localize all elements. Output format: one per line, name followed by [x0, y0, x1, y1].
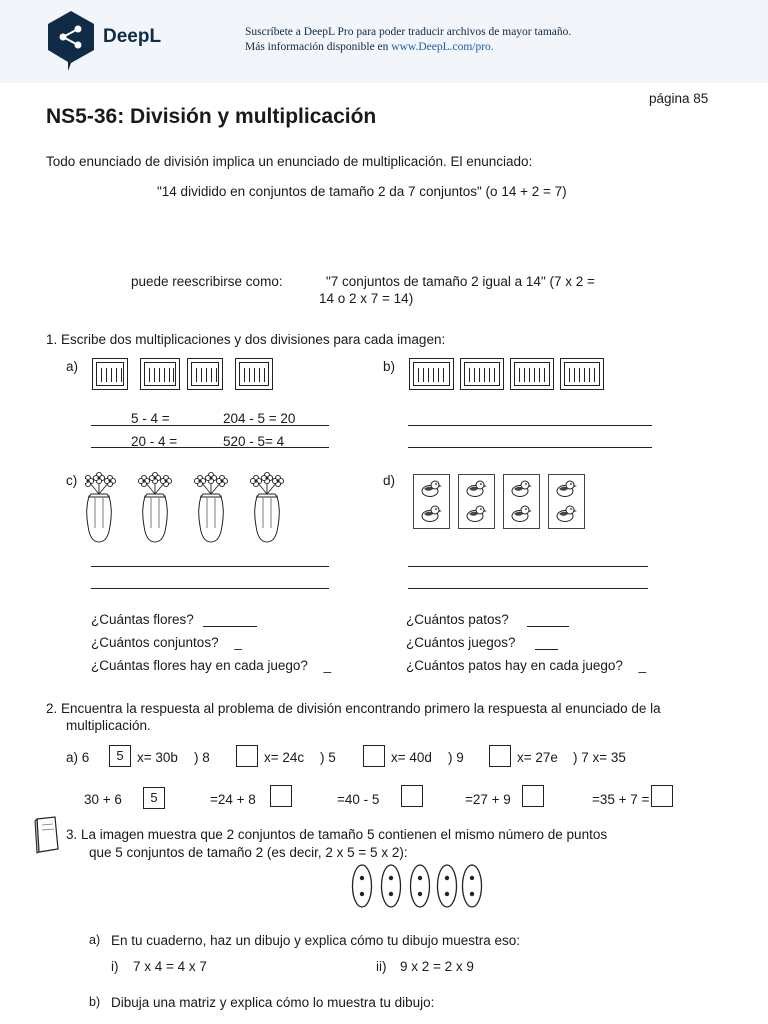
set-of-sticks: [235, 358, 273, 390]
dot: [445, 876, 449, 880]
answer-line[interactable]: [91, 447, 329, 448]
answer-box[interactable]: [236, 745, 258, 767]
dot: [470, 892, 474, 896]
q2-row1-e-label: ) 7 x= 35: [573, 750, 626, 765]
q3-line-1: 3. La imagen muestra que 2 conjuntos de tamaño 5 contienen el mismo número de puntos: [66, 827, 608, 842]
deepl-logo-icon: [46, 10, 96, 72]
q2-row2-a: 30 + 6: [84, 792, 122, 807]
answer-box[interactable]: [270, 785, 292, 807]
q3-a-ii-label: ii): [376, 959, 387, 974]
answer-box[interactable]: [522, 785, 544, 807]
deepl-logo-text[interactable]: DeepL: [103, 26, 162, 47]
answer-blank[interactable]: [203, 626, 257, 627]
answer-box[interactable]: [401, 785, 423, 807]
q1-a-answer-1: 5 - 4 =: [131, 411, 170, 426]
q2-row1-d-eq: x= 27e: [517, 750, 558, 765]
set-of-sticks: [560, 358, 604, 390]
rewrite-statement-a: "7 conjuntos de tamaño 2 igual a 14" (7 x 2 =: [326, 274, 595, 289]
deepl-banner: [0, 0, 768, 83]
q2-row1-a-eq: x= 30b: [137, 750, 178, 765]
answer-line[interactable]: [408, 566, 648, 567]
q3-b-text: Dibuja una matriz y explica cómo lo muestra tu dibujo:: [111, 995, 435, 1010]
q1-a-answer-4: 520 - 5= 4: [223, 434, 285, 449]
flower-vase: [85, 472, 116, 542]
q1-d-question-1: ¿Cuántos patos?: [406, 612, 509, 627]
dot: [418, 876, 422, 880]
q1-d-question-2: ¿Cuántos juegos?: [406, 635, 516, 650]
duck-sets-picture: [413, 474, 589, 530]
answer-blank[interactable]: _: [234, 635, 242, 650]
answer-blank[interactable]: [527, 626, 569, 627]
dot-group: [463, 865, 482, 907]
q2-row2-b: =24 + 8: [210, 792, 256, 807]
dot-group: [353, 865, 372, 907]
page-title: NS5-36: División y multiplicación: [46, 105, 377, 128]
q2-row1-a-label: a) 6: [66, 750, 90, 765]
answer-blank[interactable]: _: [323, 658, 332, 673]
answer-box[interactable]: [651, 785, 673, 807]
intro-quote: "14 dividido en conjuntos de tamaño 2 da 7 conjuntos" (o 14 + 2 = 7): [157, 184, 567, 199]
dot: [360, 892, 364, 896]
set-of-sticks: [460, 358, 504, 390]
q3-b-label: b): [89, 995, 101, 1009]
q1-c-question-1: ¿Cuántas flores?: [91, 612, 194, 627]
dot: [418, 892, 422, 896]
set-of-sticks: [510, 358, 554, 390]
answer-box[interactable]: 5: [109, 745, 131, 767]
flower-vase: [194, 472, 227, 542]
duck-set: [549, 475, 585, 529]
answer-box[interactable]: [363, 745, 385, 767]
q1-c-question-3: ¿Cuántas flores hay en cada juego? _: [91, 658, 332, 673]
set-of-sticks: [409, 358, 454, 390]
answer-blank[interactable]: _: [638, 658, 647, 673]
q1-prompt: 1. Escribe dos multiplicaciones y dos divisiones para cada imagen:: [46, 332, 446, 347]
answer-line[interactable]: [91, 566, 329, 567]
set-of-sticks: [187, 358, 223, 390]
set-of-sticks: [140, 358, 180, 390]
rewrite-label: puede reescribirse como:: [131, 274, 283, 289]
q1-a-answer-3: 20 - 4 =: [131, 434, 178, 449]
answer-blank[interactable]: [535, 649, 558, 650]
dot: [389, 892, 393, 896]
promo-text: [245, 25, 571, 55]
q2-prompt-line-2: multiplicación.: [66, 718, 151, 733]
q2-row2-c: =40 - 5: [337, 792, 380, 807]
answer-box[interactable]: [489, 745, 511, 767]
q3-a-label: a): [89, 933, 101, 947]
q3-a-i-label: i): [111, 959, 119, 974]
dot-group: [411, 865, 430, 907]
q2-row1-c-eq: x= 40d: [391, 750, 432, 765]
answer-line[interactable]: [408, 425, 652, 426]
set-of-sticks: [92, 358, 128, 390]
duck-set: [414, 475, 450, 529]
q2-row1-b-eq: x= 24c: [264, 750, 305, 765]
promo-line-2: Más información disponible en www.DeepL.com/pro.: [245, 41, 494, 53]
duck-set: [459, 475, 495, 529]
q1-c-label: c): [66, 473, 78, 488]
duck-set: [504, 475, 540, 529]
flower-vases-picture: [85, 468, 310, 548]
q2-row2-e: =35 + 7 =: [592, 792, 650, 807]
q2-row1-b-label: ) 8: [194, 750, 210, 765]
q2-row1-c-label: ) 5: [320, 750, 336, 765]
dot: [445, 892, 449, 896]
flower-vase: [250, 472, 283, 542]
q3-a-text: En tu cuaderno, haz un dibujo y explica cómo tu dibujo muestra eso:: [111, 933, 520, 948]
deepl-pro-link[interactable]: www.DeepL.com/pro.: [391, 41, 494, 53]
q3-a-i-text: 7 x 4 = 4 x 7: [133, 959, 207, 974]
q3-a-ii-text: 9 x 2 = 2 x 9: [400, 959, 474, 974]
rewrite-statement-b: 14 o 2 x 7 = 14): [319, 291, 414, 306]
dot: [360, 876, 364, 880]
dot-group: [382, 865, 401, 907]
q1-d-question-3: ¿Cuántos patos hay en cada juego? _: [406, 658, 647, 673]
answer-box[interactable]: 5: [143, 787, 165, 809]
dot: [389, 876, 393, 880]
q2-prompt-line-1: 2. Encuentra la respuesta al problema de división encontrando primero la respuesta al enunciado de la: [46, 701, 661, 716]
answer-line[interactable]: [91, 425, 329, 426]
answer-line[interactable]: [91, 588, 329, 589]
q1-a-answer-2: 204 - 5 = 20: [223, 411, 296, 426]
q1-c-question-2: ¿Cuántos conjuntos? _: [91, 635, 242, 650]
q1-b-label: b): [383, 359, 396, 374]
dot-group: [438, 865, 457, 907]
intro-line: Todo enunciado de división implica un enunciado de multiplicación. El enunciado:: [46, 154, 533, 169]
promo-line-1: Suscríbete a DeepL Pro para poder traducir archivos de mayor tamaño.: [245, 26, 572, 38]
page-number: página 85: [649, 91, 709, 106]
q1-d-label: d): [383, 473, 396, 488]
answer-line[interactable]: [408, 447, 652, 448]
q1-a-label: a): [66, 359, 79, 374]
notebook-icon: [31, 815, 61, 855]
q2-row2-d: =27 + 9: [465, 792, 511, 807]
q2-row1-d-label: ) 9: [448, 750, 464, 765]
answer-line[interactable]: [408, 588, 648, 589]
dot-groups-picture: [350, 862, 485, 910]
flower-vase: [138, 472, 171, 542]
dot: [470, 876, 474, 880]
q3-line-2: que 5 conjuntos de tamaño 2 (es decir, 2 x 5 = 5 x 2):: [89, 845, 408, 860]
